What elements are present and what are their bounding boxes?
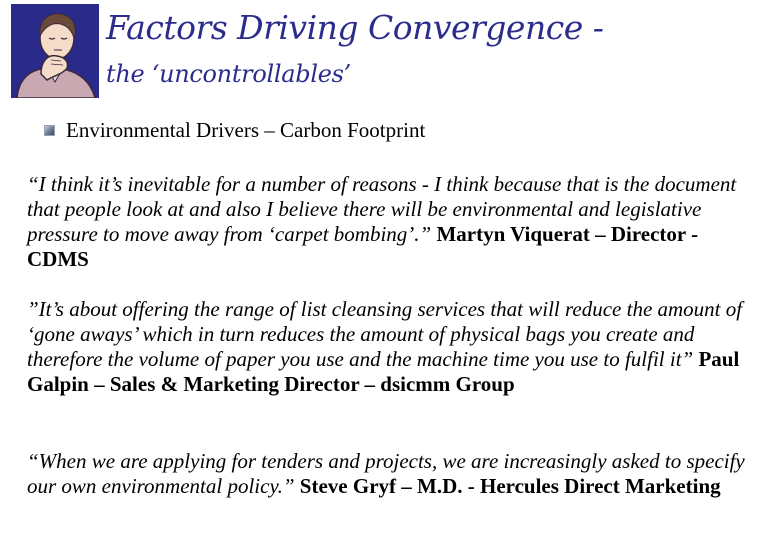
quote-block <box>27 297 762 397</box>
quote-text: “When we are applying for tenders and projects, we are increasingly asked to specify our own environmental policy.” <box>27 449 745 498</box>
quote-block <box>27 172 762 272</box>
slide-subtitle: the ‘uncontrollables’ <box>106 60 351 88</box>
quote-block <box>27 449 762 499</box>
quote-attribution: Martyn Viquerat – Director - CDMS <box>27 222 699 271</box>
quote-attribution: Paul Galpin – Sales & Marketing Director – dsicmm Group <box>27 347 740 396</box>
bullet-icon <box>44 125 55 136</box>
quote-attribution: Steve Gryf – M.D. - Hercules Direct Marketing <box>299 474 721 498</box>
quote-text: ”It’s about offering the range of list cleansing services that will reduce the amount of ‘gone aways’ which in turn reduces the amount of physical bags you create and therefore the volume of paper you use and the machine time you use to fulfil it” <box>27 297 743 371</box>
slide-title: Factors Driving Convergence - <box>106 8 604 47</box>
thinking-man-icon <box>11 4 99 98</box>
quote-text: “I think it’s inevitable for a number of reasons - I think because that is the document that people look at and also I believe there will be environmental and legislative pressure to move away from ‘carpet bombing’.” <box>27 172 737 246</box>
bullet-text: Environmental Drivers – Carbon Footprint <box>66 118 426 142</box>
